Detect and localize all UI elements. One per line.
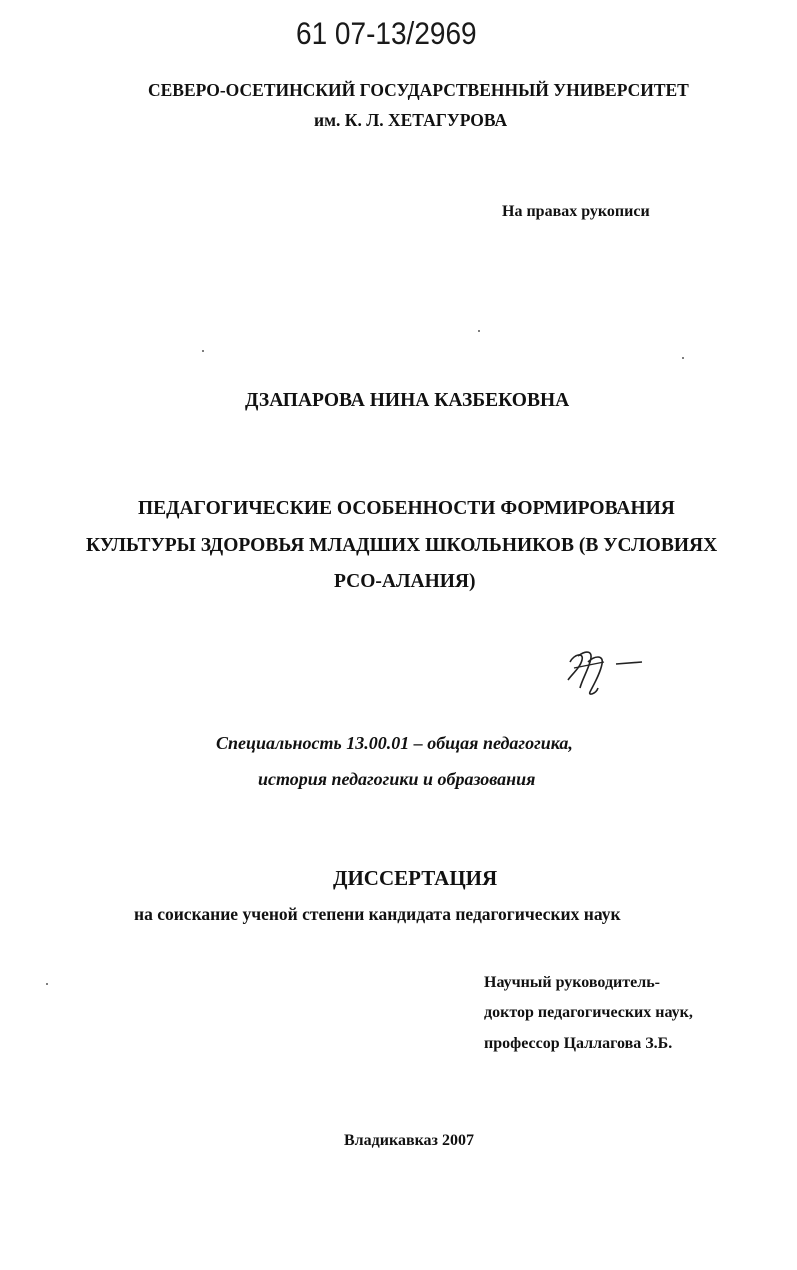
supervisor-name: профессор Цаллагова З.Б. [484,1035,673,1052]
title-line-2: КУЛЬТУРЫ ЗДОРОВЬЯ МЛАДШИХ ШКОЛЬНИКОВ (В УСЛОВИЯХ [86,535,718,556]
university-name: СЕВЕРО-ОСЕТИНСКИЙ ГОСУДАРСТВЕННЫЙ УНИВЕРСИТЕТ [148,80,689,100]
author-name: ДЗАПАРОВА НИНА КАЗБЕКОВНА [245,390,570,411]
document-type: ДИССЕРТАЦИЯ [333,866,498,890]
degree-statement: на соискание ученой степени кандидата педагогических наук [134,904,621,924]
university-named-after: им. К. Л. ХЕТАГУРОВА [314,110,508,130]
library-stamp-number: 61 07-13/2969 [296,16,477,51]
scan-speck [202,350,204,352]
supervisor-degree: доктор педагогических наук, [484,1004,693,1021]
supervisor-label: Научный руководитель- [484,974,660,991]
specialty-line-2: история педагогики и образования [258,769,536,789]
title-line-1: ПЕДАГОГИЧЕСКИЕ ОСОБЕННОСТИ ФОРМИРОВАНИЯ [138,498,675,519]
specialty-line-1: Специальность 13.00.01 – общая педагогика, [216,733,573,753]
scan-speck [478,330,480,332]
scan-speck [682,357,684,359]
handwritten-signature [560,640,650,700]
scan-speck [46,983,48,985]
title-line-3: РСО-АЛАНИЯ) [334,571,476,592]
manuscript-rights-note: На правах рукописи [502,203,650,220]
city-year: Владикавказ 2007 [344,1132,474,1149]
